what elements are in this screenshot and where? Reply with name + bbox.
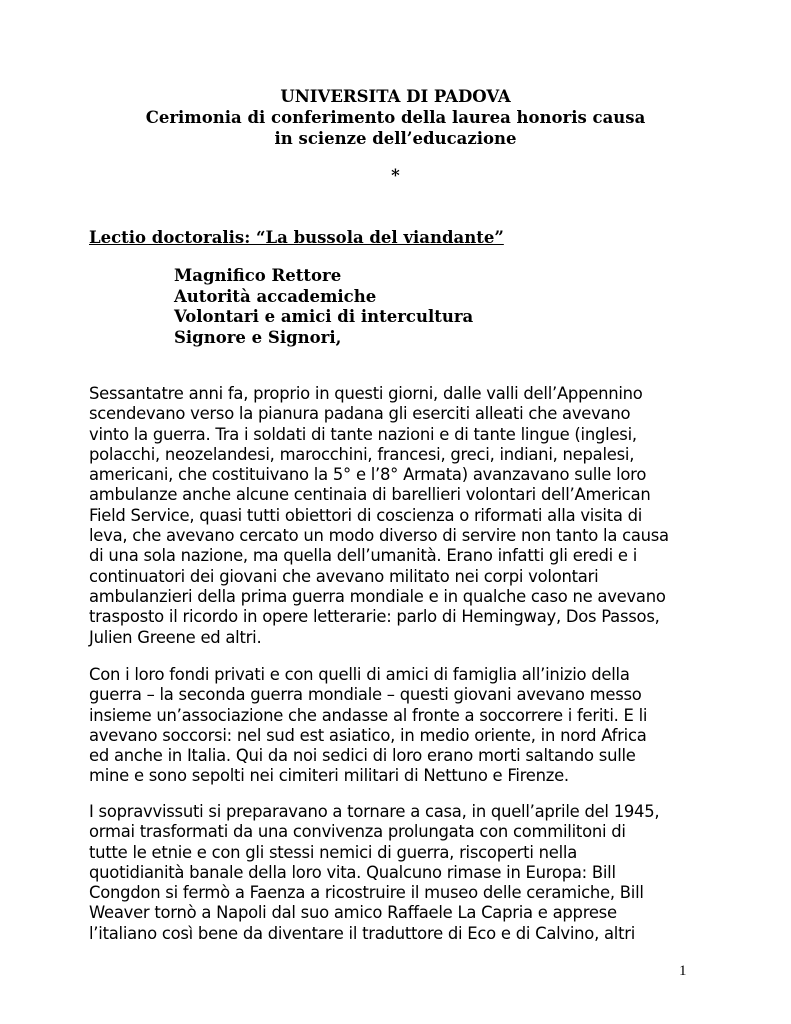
paragraph-line: guerra – la seconda guerra mondiale – questi giovani avevano messo (89, 685, 642, 705)
document-heading (0, 86, 791, 149)
paragraph-3 (89, 802, 719, 944)
heading-ceremony: Cerimonia di conferimento della laurea honoris causa (145, 108, 646, 127)
paragraph-line: mine e sono sepolti nei cimiteri militari di Nettuno e Firenze. (89, 766, 569, 786)
paragraph-line: Weaver tornò a Napoli dal suo amico Raffaele La Capria e apprese (89, 903, 617, 923)
paragraph-line: scendevano verso la pianura padana gli eserciti alleati che avevano (89, 404, 631, 424)
page-number: 1 (679, 963, 687, 979)
paragraph-line: tutte le etnie e con gli stessi nemici di guerra, riscoperti nella (89, 842, 577, 862)
paragraph-line: l’italiano così bene da diventare il traduttore di Eco e di Calvino, altri (89, 923, 636, 943)
paragraph-2 (89, 665, 719, 787)
salutation-rector: Magnifico Rettore (174, 266, 342, 285)
salutations-block (174, 266, 473, 348)
paragraph-line: ormai trasformati da una convivenza prolungata con commilitoni di (89, 822, 626, 842)
paragraph-line: Field Service, quasi tutti obiettori di coscienza o riformati alla visita di (89, 505, 643, 525)
paragraph-line: vinto la guerra. Tra i soldati di tante nazioni e di tante lingue (inglesi, (89, 424, 637, 444)
paragraph-line: trasposto il ricordo in opere letterarie: parlo di Hemingway, Dos Passos, (89, 607, 660, 627)
paragraph-line: Sessantatre anni fa, proprio in questi giorni, dalle valli dell’Appennino (89, 384, 643, 403)
heading-separator: * (391, 166, 400, 185)
salutation-audience: Signore e Signori, (174, 327, 342, 347)
paragraph-line: quotidianità banale della loro vita. Qualcuno rimase in Europa: Bill (89, 862, 616, 882)
paragraph-line: I sopravvissuti si preparavano a tornare a casa, in quell’aprile del 1945, (89, 802, 660, 821)
heading-university: UNIVERSITA DI PADOVA (280, 87, 511, 106)
salutation-volunteers: Volontari e amici di intercultura (174, 307, 474, 326)
paragraph-line: ed anche in Italia. Qui da noi sedici di loro erano morti saltando sulle (89, 746, 636, 766)
paragraph-line: insieme un’associazione che andasse al fronte a soccorrere i feriti. E li (89, 705, 648, 725)
paragraph-line: avevano soccorsi: nel sud est asiatico, in medio oriente, in nord Africa (89, 725, 647, 745)
paragraph-line: ambulanzieri della prima guerra mondiale e in qualche caso ne avevano (89, 586, 666, 606)
paragraph-line: Congdon si fermò a Faenza a ricostruire il museo delle ceramiche, Bill (89, 883, 644, 903)
paragraph-line: Julien Greene ed altri. (89, 627, 262, 647)
salutation-authorities: Autorità accademiche (174, 286, 377, 306)
heading-degree: in scienze dell’educazione (274, 129, 517, 148)
paragraph-1 (89, 384, 719, 648)
paragraph-line: americani, che costituivano la 5° e l’8° Armata) avanzavano sulle loro (89, 465, 647, 485)
paragraph-line: polacchi, neozelandesi, marocchini, francesi, greci, indiani, nepalesi, (89, 444, 635, 464)
paragraph-line: leva, che avevano cercato un modo diverso di servire non tanto la causa (89, 526, 669, 546)
paragraph-line: ambulanze anche alcune centinaia di barellieri volontari dell’American (89, 485, 651, 505)
paragraph-line: Con i loro fondi privati e con quelli di amici di famiglia all’inizio della (89, 665, 630, 684)
paragraph-line: continuatori dei giovani che avevano militato nei corpi volontari (89, 566, 599, 586)
paragraph-line: di una sola nazione, ma quella dell’umanità. Erano infatti gli eredi e i (89, 546, 638, 566)
lectio-title: Lectio doctoralis: “La bussola del viandante” (89, 228, 504, 247)
